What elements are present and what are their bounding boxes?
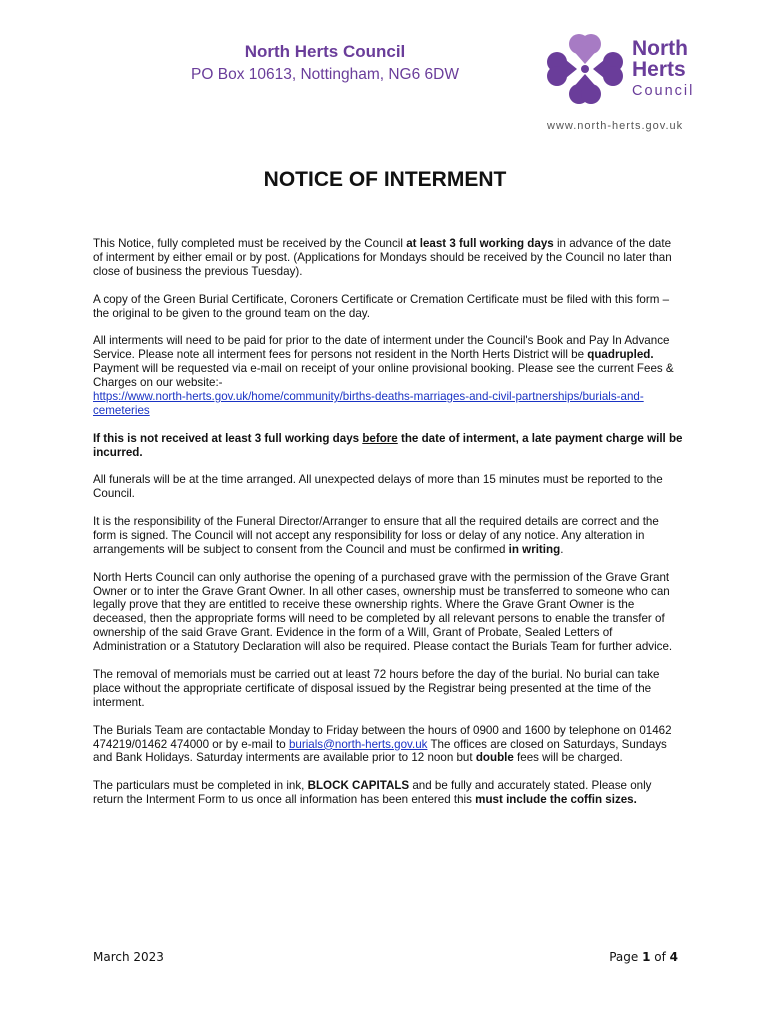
paragraph-grave-ownership: North Herts Council can only authorise the opening of a purchased grave with the permission of the Grave Grant Owner or to inter the Grave Grant Owner. In all other cases, ownership must be transferred to someone who can legally prove that they are entitled to receive these ownership rights. Where the Grave Grant Owner is the deceased, then the appropriate forms will need to be completed by all relevant persons to enable the transfer of ownership of the said Grave Grant. Evidence in the form of a Will, Grant of Probate, Sealed Letters of Administration or a Statutory Declaration will also be required. Please contact the Burials Team for further advice. [93, 570, 673, 654]
logo-website: www.north-herts.gov.uk [547, 120, 684, 132]
logo-wordmark [632, 38, 732, 102]
paragraph-contact [93, 724, 683, 766]
burials-email-link[interactable]: burials@north-herts.gov.uk [288, 737, 428, 751]
bold-run: BLOCK CAPITALS [307, 779, 410, 793]
page-total: 4 [669, 950, 678, 964]
text-run: Payment will be requested via e-mail on receipt of your online provisional booking. Please see the current Fees & Charges on our website:- [93, 362, 674, 390]
bold-run: in writing [508, 542, 561, 556]
text-run: in advance of the date of interment by either email or by post. (Applications for Mondays should be received by the Council no later than close of business the previous Tuesday). [93, 237, 672, 278]
page-current: 1 [642, 950, 651, 964]
bold-run: must include the coffin sizes. [475, 793, 637, 807]
flower-logo-icon [545, 32, 625, 104]
bold-run: If this is not received at least 3 full working days before the date of interment, a late payment charge will be incurred. [93, 431, 683, 459]
paragraph-late-charge [93, 432, 683, 460]
text-run: It is the responsibility of the Funeral Director/Arranger to ensure that all the required details are correct and the form is signed. The Council will not accept any responsibility for loss or delay of any notice. Any alteration in arrangements will be subject to consent from the Council and must be confirmed [93, 515, 659, 556]
page-of: of [650, 950, 670, 964]
text-run: and be fully and accurately stated. Please only return the Interment Form to us once all information has been entered this [93, 779, 652, 807]
paragraph-responsibility [93, 515, 683, 557]
text-run: . [560, 542, 564, 556]
paragraph-notice-deadline [93, 237, 683, 279]
footer-page-number [609, 950, 678, 964]
document-title: NOTICE OF INTERMENT [263, 168, 507, 191]
organisation-name: North Herts Council [244, 42, 406, 61]
paragraph-particulars [93, 779, 683, 807]
text-run: The Burials Team are contactable Monday to Friday between the hours of 0900 and 1600 by telephone on 01462 474219/01462 474000 or by e-mail to [93, 723, 672, 751]
paragraph-memorials: The removal of memorials must be carried out at least 72 hours before the day of the burial. No burial can take place without the appropriate certificate of disposal issued by the Registrar being presented at the time of the interment. [93, 667, 660, 709]
text-run: The particulars must be completed in ink, [93, 779, 308, 793]
paragraph-delays: All funerals will be at the time arranged. All unexpected delays of more than 15 minutes must be reported to the Council. [93, 473, 663, 501]
logo-line-council: Council [632, 83, 695, 99]
logo-line-herts: Herts [632, 58, 686, 81]
text-run: All interments will need to be paid for prior to the date of interment under the Council's Book and Pay In Advance Service. Please note all interment fees for persons not resident in the North Herts District will be [93, 334, 670, 362]
footer-date: March 2023 [93, 950, 164, 964]
text-run: The offices are closed on Saturdays, Sundays and Bank Holidays. Saturday interments are available prior to 12 noon but [93, 737, 667, 765]
bold-run: at least 3 full working days [406, 237, 554, 250]
paragraph-certificates: A copy of the Green Burial Certificate, Coroners Certificate or Cremation Certificate must be filed with this form – the original to be given to the ground team on the day. [93, 292, 670, 320]
text-run: This Notice, fully completed must be received by the Council [93, 237, 407, 250]
bold-run: quadrupled. [587, 348, 654, 362]
organisation-address: PO Box 10613, Nottingham, NG6 6DW [191, 66, 459, 83]
page-prefix: Page [609, 950, 643, 964]
paragraph-payment [93, 334, 683, 417]
logo-line-north: North [632, 37, 688, 60]
notice-body [93, 237, 683, 821]
text-run: fees will be charged. [513, 751, 623, 765]
fees-charges-link[interactable]: https://www.north-herts.gov.uk/home/community/births-deaths-marriages-and-civil-partnerships/burials-and-cemeteries [93, 389, 644, 417]
bold-run: double [475, 751, 514, 765]
